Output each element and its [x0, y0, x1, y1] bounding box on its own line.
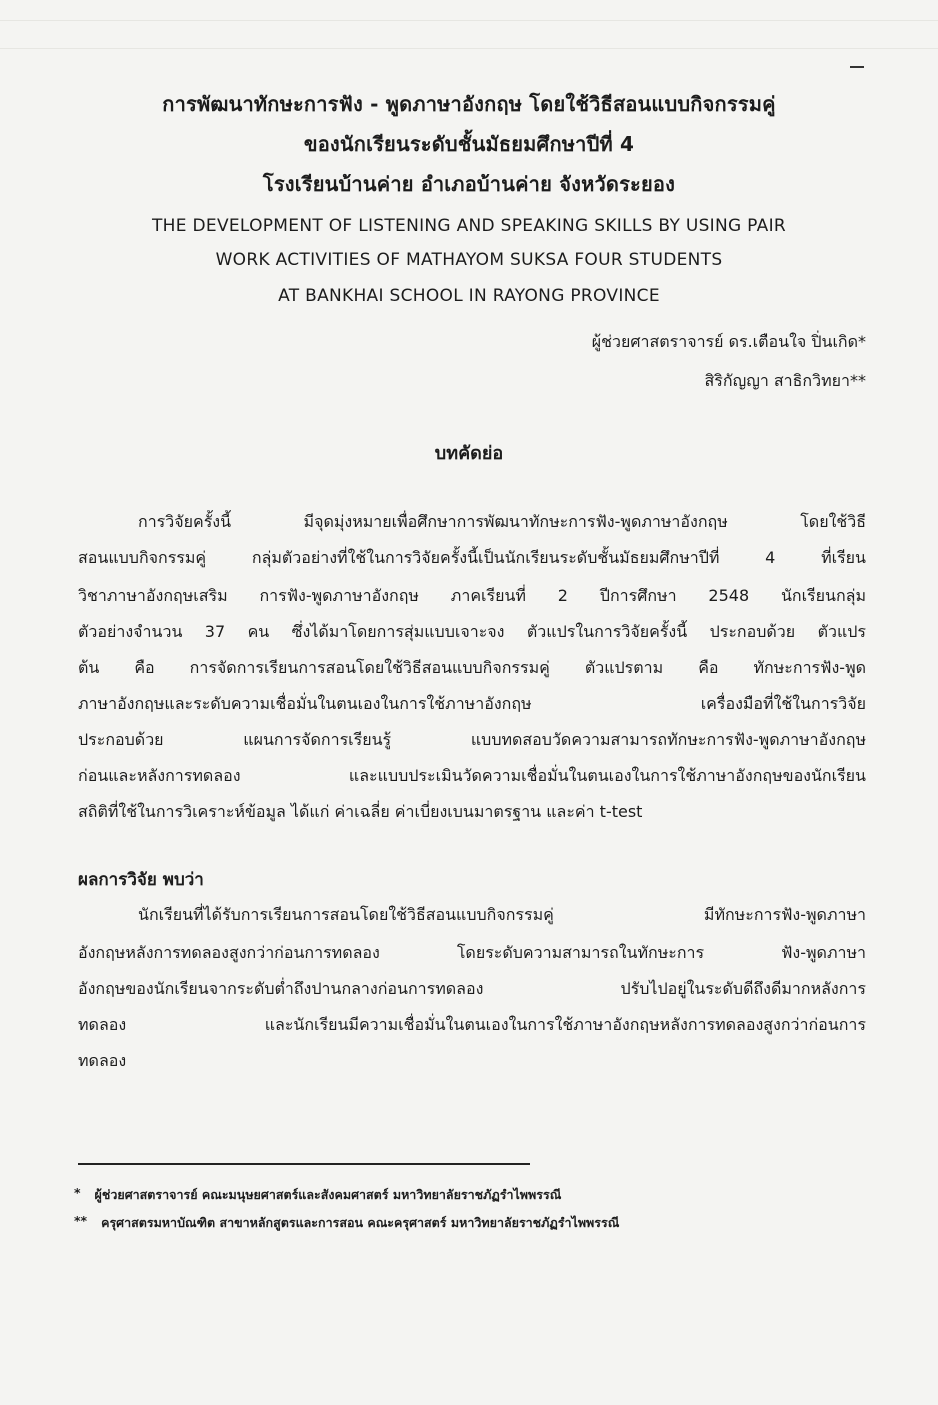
results-line: นักเรียนที่ได้รับการเรียนการสอนโดยใช้วิธีสอนแบบกิจกรรมคู่ มีทักษะการฟัง-พูดภาษา — [138, 905, 866, 924]
footnote-text: ครุศาสตรมหาบัณฑิต สาขาหลักสูตรและการสอน คณะครุศาสตร์ มหาวิทยาลัยราชภัฏรำไพพรรณี — [101, 1215, 620, 1230]
abstract-line: ประกอบด้วย แผนการจัดการเรียนรู้ แบบทดสอบวัดความสามารถทักษะการฟัง-พูดภาษาอังกฤษ — [78, 730, 866, 749]
bleed-through-line — [0, 48, 938, 49]
footnote-divider — [78, 1163, 530, 1165]
author-2: สิริกัญญา สาธิกวิทยา** — [704, 371, 866, 390]
abstract-line: สอนแบบกิจกรรมคู่ กลุ่มตัวอย่างที่ใช้ในการวิจัยครั้งนี้เป็นนักเรียนระดับชั้นมัธยมศึกษาปีที่ 4 ที่เรียน — [78, 548, 866, 567]
abstract-line: สถิติที่ใช้ในการวิเคราะห์ข้อมูล ได้แก่ ค่าเฉลี่ย ค่าเบี่ยงเบนมาตรฐาน และค่า t-test — [78, 802, 643, 821]
abstract-line: ตัวอย่างจำนวน 37 คน ซึ่งได้มาโดยการสุ่มแบบเจาะจง ตัวแปรในการวิจัยครั้งนี้ ประกอบด้วย ตัวแปร — [78, 622, 866, 641]
title-en-line-1: THE DEVELOPMENT OF LISTENING AND SPEAKING SKILLS BY USING PAIR — [152, 216, 786, 236]
abstract-heading: บทคัดย่อ — [434, 443, 504, 464]
page-mark — [850, 66, 864, 68]
footnote-marker: * — [74, 1185, 81, 1200]
footnote-text: ผู้ช่วยศาสตราจารย์ คณะมนุษยศาสตร์และสังคมศาสตร์ มหาวิทยาลัยราชภัฏรำไพพรรณี — [94, 1187, 562, 1202]
abstract-line: การวิจัยครั้งนี้ มีจุดมุ่งหมายเพื่อศึกษาการพัฒนาทักษะการฟัง-พูดภาษาอังกฤษ โดยใช้วิธี — [138, 512, 866, 531]
title-th-line-2: ของนักเรียนระดับชั้นมัธยมศึกษาปีที่ 4 — [303, 132, 635, 156]
title-th-line-1: การพัฒนาทักษะการฟัง - พูดภาษาอังกฤษ โดยใช้วิธีสอนแบบกิจกรรมคู่ — [162, 92, 776, 116]
footnote-2 — [74, 1213, 619, 1233]
abstract-line: ภาษาอังกฤษและระดับความเชื่อมั่นในตนเองในการใช้ภาษาอังกฤษ เครื่องมือที่ใช้ในการวิจัย — [78, 694, 866, 713]
title-en-line-3: AT BANKHAI SCHOOL IN RAYONG PROVINCE — [278, 286, 660, 306]
results-line: ทดลอง และนักเรียนมีความเชื่อมั่นในตนเองในการใช้ภาษาอังกฤษหลังการทดลองสูงกว่าก่อนการ — [78, 1015, 866, 1034]
author-1: ผู้ช่วยศาสตราจารย์ ดร.เตือนใจ ปิ่นเกิด* — [591, 332, 866, 351]
results-heading: ผลการวิจัย พบว่า — [78, 870, 204, 890]
abstract-line: ต้น คือ การจัดการเรียนการสอนโดยใช้วิธีสอนแบบกิจกรรมคู่ ตัวแปรตาม คือ ทักษะการฟัง-พูด — [78, 658, 866, 677]
results-line: อังกฤษของนักเรียนจากระดับต่ำถึงปานกลางก่อนการทดลอง ปรับไปอยู่ในระดับดีถึงดีมากหลังการ — [78, 979, 866, 998]
bleed-through-line — [0, 20, 938, 21]
abstract-line: ก่อนและหลังการทดลอง และแบบประเมินวัดความเชื่อมั่นในตนเองในการใช้ภาษาอังกฤษของนักเรียน — [78, 766, 866, 785]
results-line: อังกฤษหลังการทดลองสูงกว่าก่อนการทดลอง โดยระดับความสามารถในทักษะการ ฟัง-พูดภาษา — [78, 943, 866, 962]
results-line: ทดลอง — [78, 1051, 127, 1070]
footnote-marker: ** — [74, 1213, 88, 1228]
title-en-line-2: WORK ACTIVITIES OF MATHAYOM SUKSA FOUR STUDENTS — [215, 250, 723, 270]
abstract-line: วิชาภาษาอังกฤษเสริม การฟัง-พูดภาษาอังกฤษ ภาคเรียนที่ 2 ปีการศึกษา 2548 นักเรียนกลุ่ม — [78, 586, 866, 605]
footnote-1 — [74, 1185, 561, 1205]
title-th-line-3: โรงเรียนบ้านค่าย อำเภอบ้านค่าย จังหวัดระยอง — [262, 172, 676, 196]
